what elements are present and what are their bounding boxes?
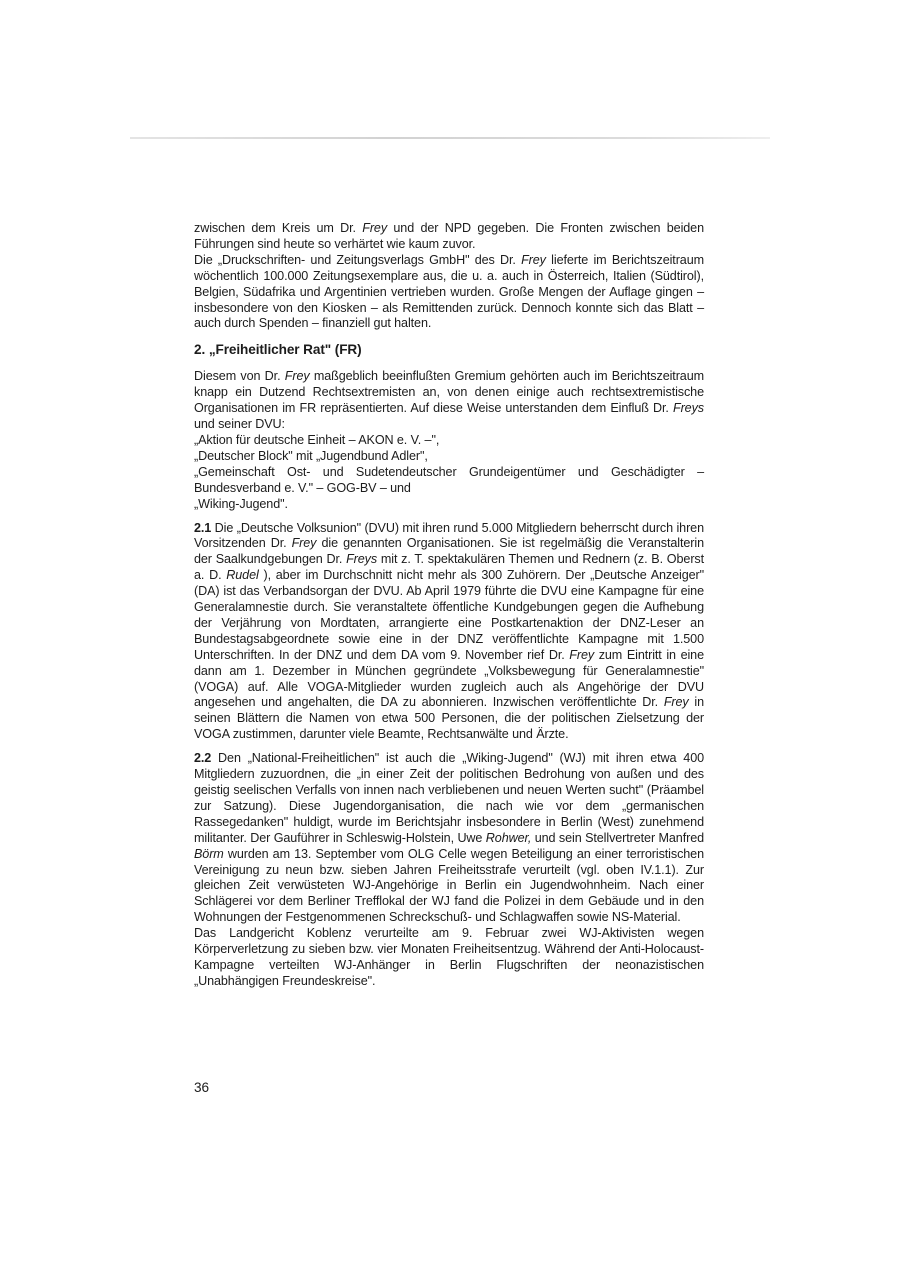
section-heading-freiheitlicher-rat: 2. „Freiheitlicher Rat" (FR) (194, 342, 362, 358)
paragraph-intro (194, 221, 704, 253)
paragraph-section-2-2 (194, 751, 704, 926)
page-number: 36 (194, 1080, 210, 1095)
text-span: ), aber im Durchschnitt nicht mehr als 300 Zuhörern. Der „Deutsche Anzeiger" (DA) ist das Verbandsorgan der DVU. Ab April 1979 führte die DVU eine Kampagne für eine Generalamnestie durch. Sie veranstaltete öffentliche Kundgebungen gegen die Aufhebung der Verjährung von Mordtaten, arrangierte eine Postkartenaktion der DNZ-Leser an Bundestagsabgeordnete sowie eine in der DNZ veröffentlichte Kampagne mit 1.500 Unterschriften. In der DNZ und dem DA vom 9. November rief Dr. (194, 568, 704, 662)
list-item: „Deutscher Block" mit „Jugendbund Adler", (194, 448, 428, 463)
text-span: lieferte im Berichtszeitraum wöchentlich 100.000 Zeitungsexemplare aus, die u. a. auch in Österreich, Italien (Südtirol), Belgien, Südafrika und Argentinien vertrieben wurden. Große Mengen der Auflage gingen – insbesondere von den Kiosken – als Remittenden zurück. Dennoch konnte sich das Blatt – auch durch Spenden – finanziell gut halten. (194, 252, 704, 331)
text-span: wurden am 13. September vom OLG Celle wegen Beteiligung an einer terroristischen Vereinigung zu neun bzw. sieben Jahren Freiheitsstrafe verurteilt (vgl. oben IV.1.1). Zur gleichen Zeit verwüsteten WJ-Angehörige in Berlin ein Jugendwohnheim. Nach einer Schlägerei vor dem Berliner Trefflokal der WJ fand die Polizei in dem Gebäude und in den Wohnungen der Festgenommenen Schreckschuß- und Schlagwaffen sowie NS-Material. (194, 846, 704, 925)
person-name: Freys (673, 401, 704, 416)
organisation-list (194, 433, 704, 513)
text-span: Die „Druckschriften- und Zeitungsverlags GmbH" des Dr. (194, 252, 522, 267)
text-span: und sein Stellvertreter Manfred (531, 830, 705, 845)
paragraph-section-2-1 (194, 521, 704, 744)
body-text (194, 221, 704, 990)
text-span: zwischen dem Kreis um Dr. (194, 221, 363, 235)
person-name: Freys (346, 552, 378, 567)
paragraph-verlag (194, 253, 704, 333)
text-span: und seiner DVU: (194, 417, 285, 432)
scan-edge-line (130, 137, 770, 139)
paragraph-fr (194, 369, 704, 433)
text-span: Diesem von Dr. (194, 369, 285, 384)
person-name: Rudel (226, 568, 259, 583)
text-span: zum Eintritt in eine dann am 1. Dezember in München gegründete „Volksbewegung für Generalamnestie" (VOGA) auf. Alle VOGA-Mitglieder wurden zugleich auch als Angehörige der DVU angesehen und angehalten, die DA zu abonnieren. Inzwischen veröffentlichte Dr. (194, 647, 704, 710)
list-item: „Gemeinschaft Ost- und Sudetendeutscher Grundeigentümer und Geschädigter – Bundesverband e. V." – GOG-BV – und (194, 464, 704, 495)
section-number: 2.1 (194, 520, 212, 535)
text-span: die genannten Organisationen. Sie ist regelmäßig die Veranstalterin der Saalkundgebungen Dr. (194, 536, 704, 567)
text-span: in seinen Blättern die Namen von etwa 500 Personen, die der politischen Zielsetzung der VOGA zustimmen, darunter viele Beamte, Rechtsanwälte und Ärzte. (194, 695, 704, 742)
person-name: Börm (194, 846, 224, 861)
paragraph-landgericht: Das Landgericht Koblenz verurteilte am 9. Februar zwei WJ-Aktivisten wegen Körperverletzung zu sieben bzw. vier Monaten Freiheitsentzug. Während der Anti-Holocaust-Kampagne verteilten WJ-Anhänger in Berlin Flugschriften der neonazistischen „Unabhängigen Freundeskreise". (194, 926, 704, 988)
text-span: Die „Deutsche Volksunion" (DVU) mit ihren rund 5.000 Mitgliedern beherrscht durch ihren Vorsitzenden Dr. (194, 520, 704, 551)
text-span: Den „National-Freiheitlichen" ist auch die „Wiking-Jugend" (WJ) mit ihren etwa 400 Mitgliedern zuzuordnen, die „in einer Zeit der politischen Bedrohung von außen und des geistig seelischen Verfalls von innen nach verbliebenen und neuen Werten sucht" (Präambel zur Satzung). Diese Jugendorganisation, die nach wie vor dem „germanischen Rassegedanken" huldigt, wurde im Berichtsjahr insbesondere in Berlin (West) zunehmend militanter. Der Gauführer in Schleswig-Holstein, Uwe (194, 751, 704, 845)
person-name: Frey (284, 369, 310, 384)
section-number: 2.2 (194, 751, 212, 766)
person-name: Frey (569, 647, 595, 662)
person-name: Frey (521, 252, 546, 267)
person-name: Frey (291, 536, 317, 551)
list-item: „Aktion für deutsche Einheit – AKON e. V. –", (194, 432, 440, 447)
person-name: Frey (663, 695, 689, 710)
list-item: „Wiking-Jugend". (194, 496, 288, 511)
person-name: Rohwer, (485, 830, 532, 845)
text-span: maßgeblich beeinflußten Gremium gehörten auch im Berichtszeitraum knapp ein Dutzend Rechtsextremisten an, von denen einige auch rechtsextremistische Organisationen im FR repräsentierten. Auf diese Weise unterstanden dem Einfluß Dr. (194, 369, 704, 416)
text-span: mit z. T. spektakulären Themen und Rednern (z. B. Oberst a. D. (194, 552, 705, 583)
text-span: und der NPD gegeben. Die Fronten zwischen beiden Führungen sind heute so verhärtet wie kaum zuvor. (194, 221, 704, 251)
person-name: Frey (362, 221, 388, 235)
